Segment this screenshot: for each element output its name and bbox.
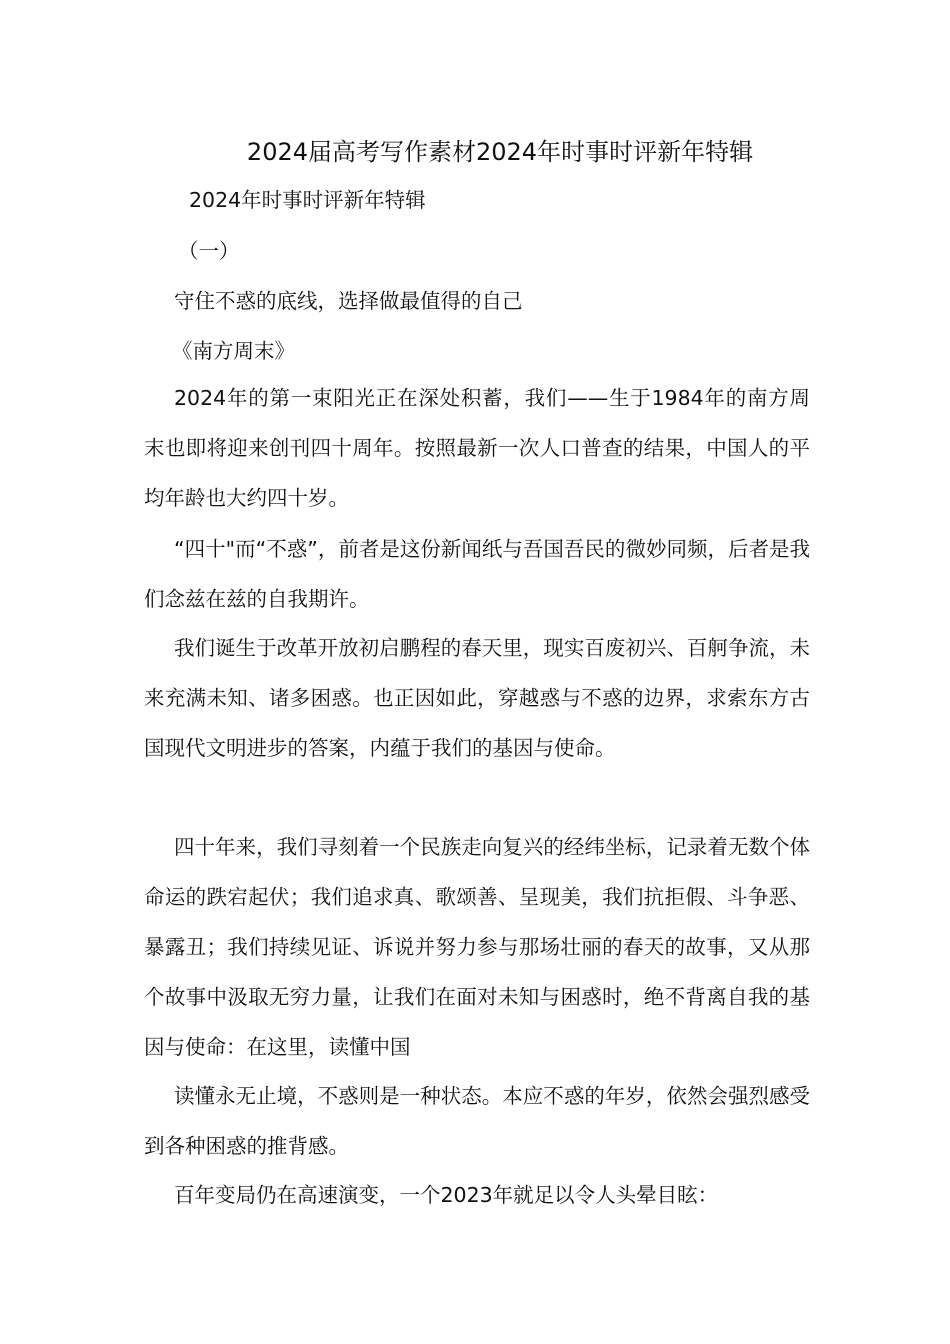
- paragraph: 读懂永无止境，不惑则是一种状态。本应不惑的年岁，依然会强烈感受到各种困惑的推背感。: [144, 1084, 810, 1158]
- section-number: （一）: [178, 239, 240, 263]
- paragraph: 我们诞生于改革开放初启鹏程的春天里，现实百废初兴、百舸争流，未来充满未知、诸多困惑。也正因如此，穿越惑与不惑的边界，求索东方古国现代文明进步的答案，内蕴于我们的基因与使命。: [144, 636, 810, 760]
- article-title: 守住不惑的底线，选择做最值得的自己: [174, 289, 523, 313]
- document-subtitle: 2024年时事时评新年特辑: [189, 188, 426, 212]
- article-source: 《南方周末》: [172, 339, 295, 363]
- paragraph: 2024年的第一束阳光正在深处积蓄，我们——生于1984年的南方周末也即将迎来创刊四十周年。按照最新一次人口普查的结果，中国人的平均年龄也大约四十岁。: [144, 386, 810, 510]
- paragraph: “四十"而“不惑”，前者是这份新闻纸与吾国吾民的微妙同频，后者是我们念兹在兹的自我期许。: [144, 537, 810, 611]
- paragraph: 四十年来，我们寻刻着一个民族走向复兴的经纬坐标，记录着无数个体命运的跌宕起伏；我们追求真、歌颂善、呈现美，我们抗拒假、斗争恶、暴露丑；我们持续见证、诉说并努力参与那场壮丽的春天的故事，又从那个故事中汲取无穷力量，让我们在面对未知与困惑时，绝不背离自我的基因与使命：在这里，读懂中国: [144, 835, 810, 1059]
- paragraph: 百年变局仍在高速演变，一个2023年就足以令人头晕目眩：: [174, 1183, 719, 1207]
- document-title: 2024届高考写作素材2024年时事时评新年特辑: [246, 138, 754, 166]
